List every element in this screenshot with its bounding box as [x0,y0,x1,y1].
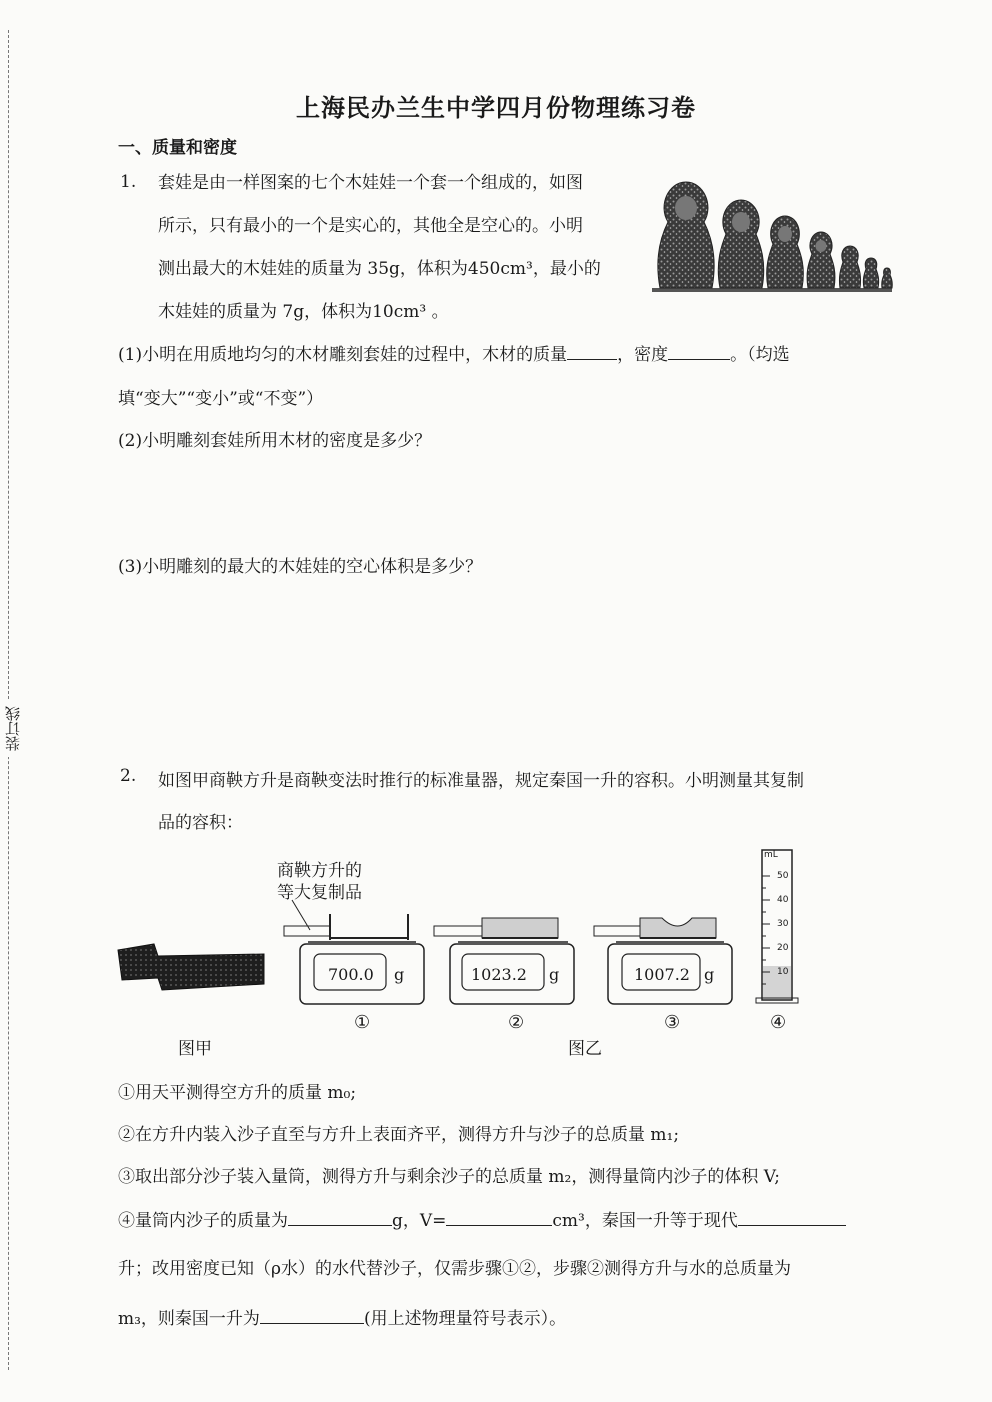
cylinder-tick: 30 [777,919,789,929]
question-1-text [158,162,638,334]
doll-icon [767,216,804,288]
text: m₃，则秦国一升为 [118,1309,260,1329]
answer-area[interactable] [118,590,888,750]
step-mark: ① [354,1012,371,1033]
scale-3 [594,918,732,1004]
text: (1)小明在用质地均匀的木材雕刻套娃的过程中，木材的质量 [118,345,568,365]
section-heading: 一、质量和密度 [118,138,237,158]
step-4-line3 [118,1304,566,1329]
question-number: 2. [120,766,137,786]
step-mark: ④ [770,1012,787,1033]
sub-question-1-line2: 填“变大”“变小”或“不变”） [118,389,324,409]
question-2-line1: 如图甲商鞅方升是商鞅变法时推行的标准量器，规定秦国一升的容积。小明测量其复制 [158,771,804,791]
shang-yang-measure-photo [114,938,270,998]
doll-icon [882,268,893,288]
doll-icon [718,200,763,288]
sub-question-1 [118,340,790,365]
sub-question-3: (3)小明雕刻的最大的木娃娃的空心体积是多少？ [118,557,483,577]
cylinder-tick: 50 [777,871,789,881]
text-line: 木娃娃的质量为 7g，体积为10cm³ 。 [158,302,449,322]
text: ④量筒内沙子的质量为 [118,1211,288,1231]
doll-icon [863,258,878,288]
step-mark: ② [508,1012,525,1033]
step-4-line2: 升；改用密度已知（ρ水）的水代替沙子，仅需步骤①②，步骤②测得方升与水的总质量为 [118,1259,791,1279]
question-number: 1. [120,172,137,192]
text: (用上述物理量符号表示）。 [363,1309,567,1329]
unit-label: g [704,965,715,984]
answer-blank[interactable] [738,1225,846,1226]
text-line: 测出最大的木娃娃的质量为 35g，体积为450cm³，最小的 [158,259,601,279]
scale-1 [284,914,424,1004]
answer-blank[interactable] [668,359,730,360]
scale-2 [434,918,574,1004]
answer-blank[interactable] [260,1323,364,1324]
text-line: 等大复制品 [277,883,362,903]
step-1-text: ①用天平测得空方升的质量 m₀; [118,1083,357,1103]
caption-figure-yi: 图乙 [568,1039,602,1059]
question-2-line2: 品的容积： [158,813,243,833]
step-3-text: ③取出部分沙子装入量筒，测得方升与剩余沙子的总质量 m₂，测得量筒内沙子的体积 V; [118,1167,781,1187]
page-title: 上海民办兰生中学四月份物理练习卷 [296,94,696,122]
answer-blank[interactable] [288,1225,392,1226]
cylinder-unit: mL [764,850,778,860]
step-4-text [118,1206,846,1231]
text: ，密度 [617,345,669,365]
text-line: 所示，只有最小的一个是实心的，其他全是空心的。小明 [158,216,583,236]
cylinder-tick: 10 [777,967,789,977]
doll-icon [839,246,860,288]
caption-figure-jia: 图甲 [178,1039,212,1059]
binding-label: 装订线 [2,700,22,757]
step-2-text: ②在方升内装入沙子直至与方升上表面齐平，测得方升与沙子的总质量 m₁; [118,1125,680,1145]
text: 。（均选 [730,345,790,365]
scale-reading-1: 700.0 [328,965,374,984]
doll-icon [807,232,835,288]
unit-label: g [549,965,560,984]
text: cm³，秦国一升等于现代 [552,1211,738,1231]
text-line: 商鞅方升的 [277,861,362,881]
answer-area[interactable] [118,460,888,550]
matryoshka-dolls-figure [648,176,896,300]
step-mark: ③ [664,1012,681,1033]
doll-icon [658,182,714,288]
cylinder-tick: 20 [777,943,789,953]
scale-reading-3: 1007.2 [634,965,690,984]
answer-blank[interactable] [567,359,617,360]
cylinder-tick: 40 [777,895,789,905]
scale-reading-2: 1023.2 [471,965,527,984]
sub-question-2: (2)小明雕刻套娃所用木材的密度是多少？ [118,431,432,451]
text: g，V= [392,1211,447,1231]
text-line: 套娃是由一样图案的七个木娃娃一个套一个组成的，如图 [158,173,583,193]
unit-label: g [394,965,405,984]
answer-blank[interactable] [446,1225,552,1226]
